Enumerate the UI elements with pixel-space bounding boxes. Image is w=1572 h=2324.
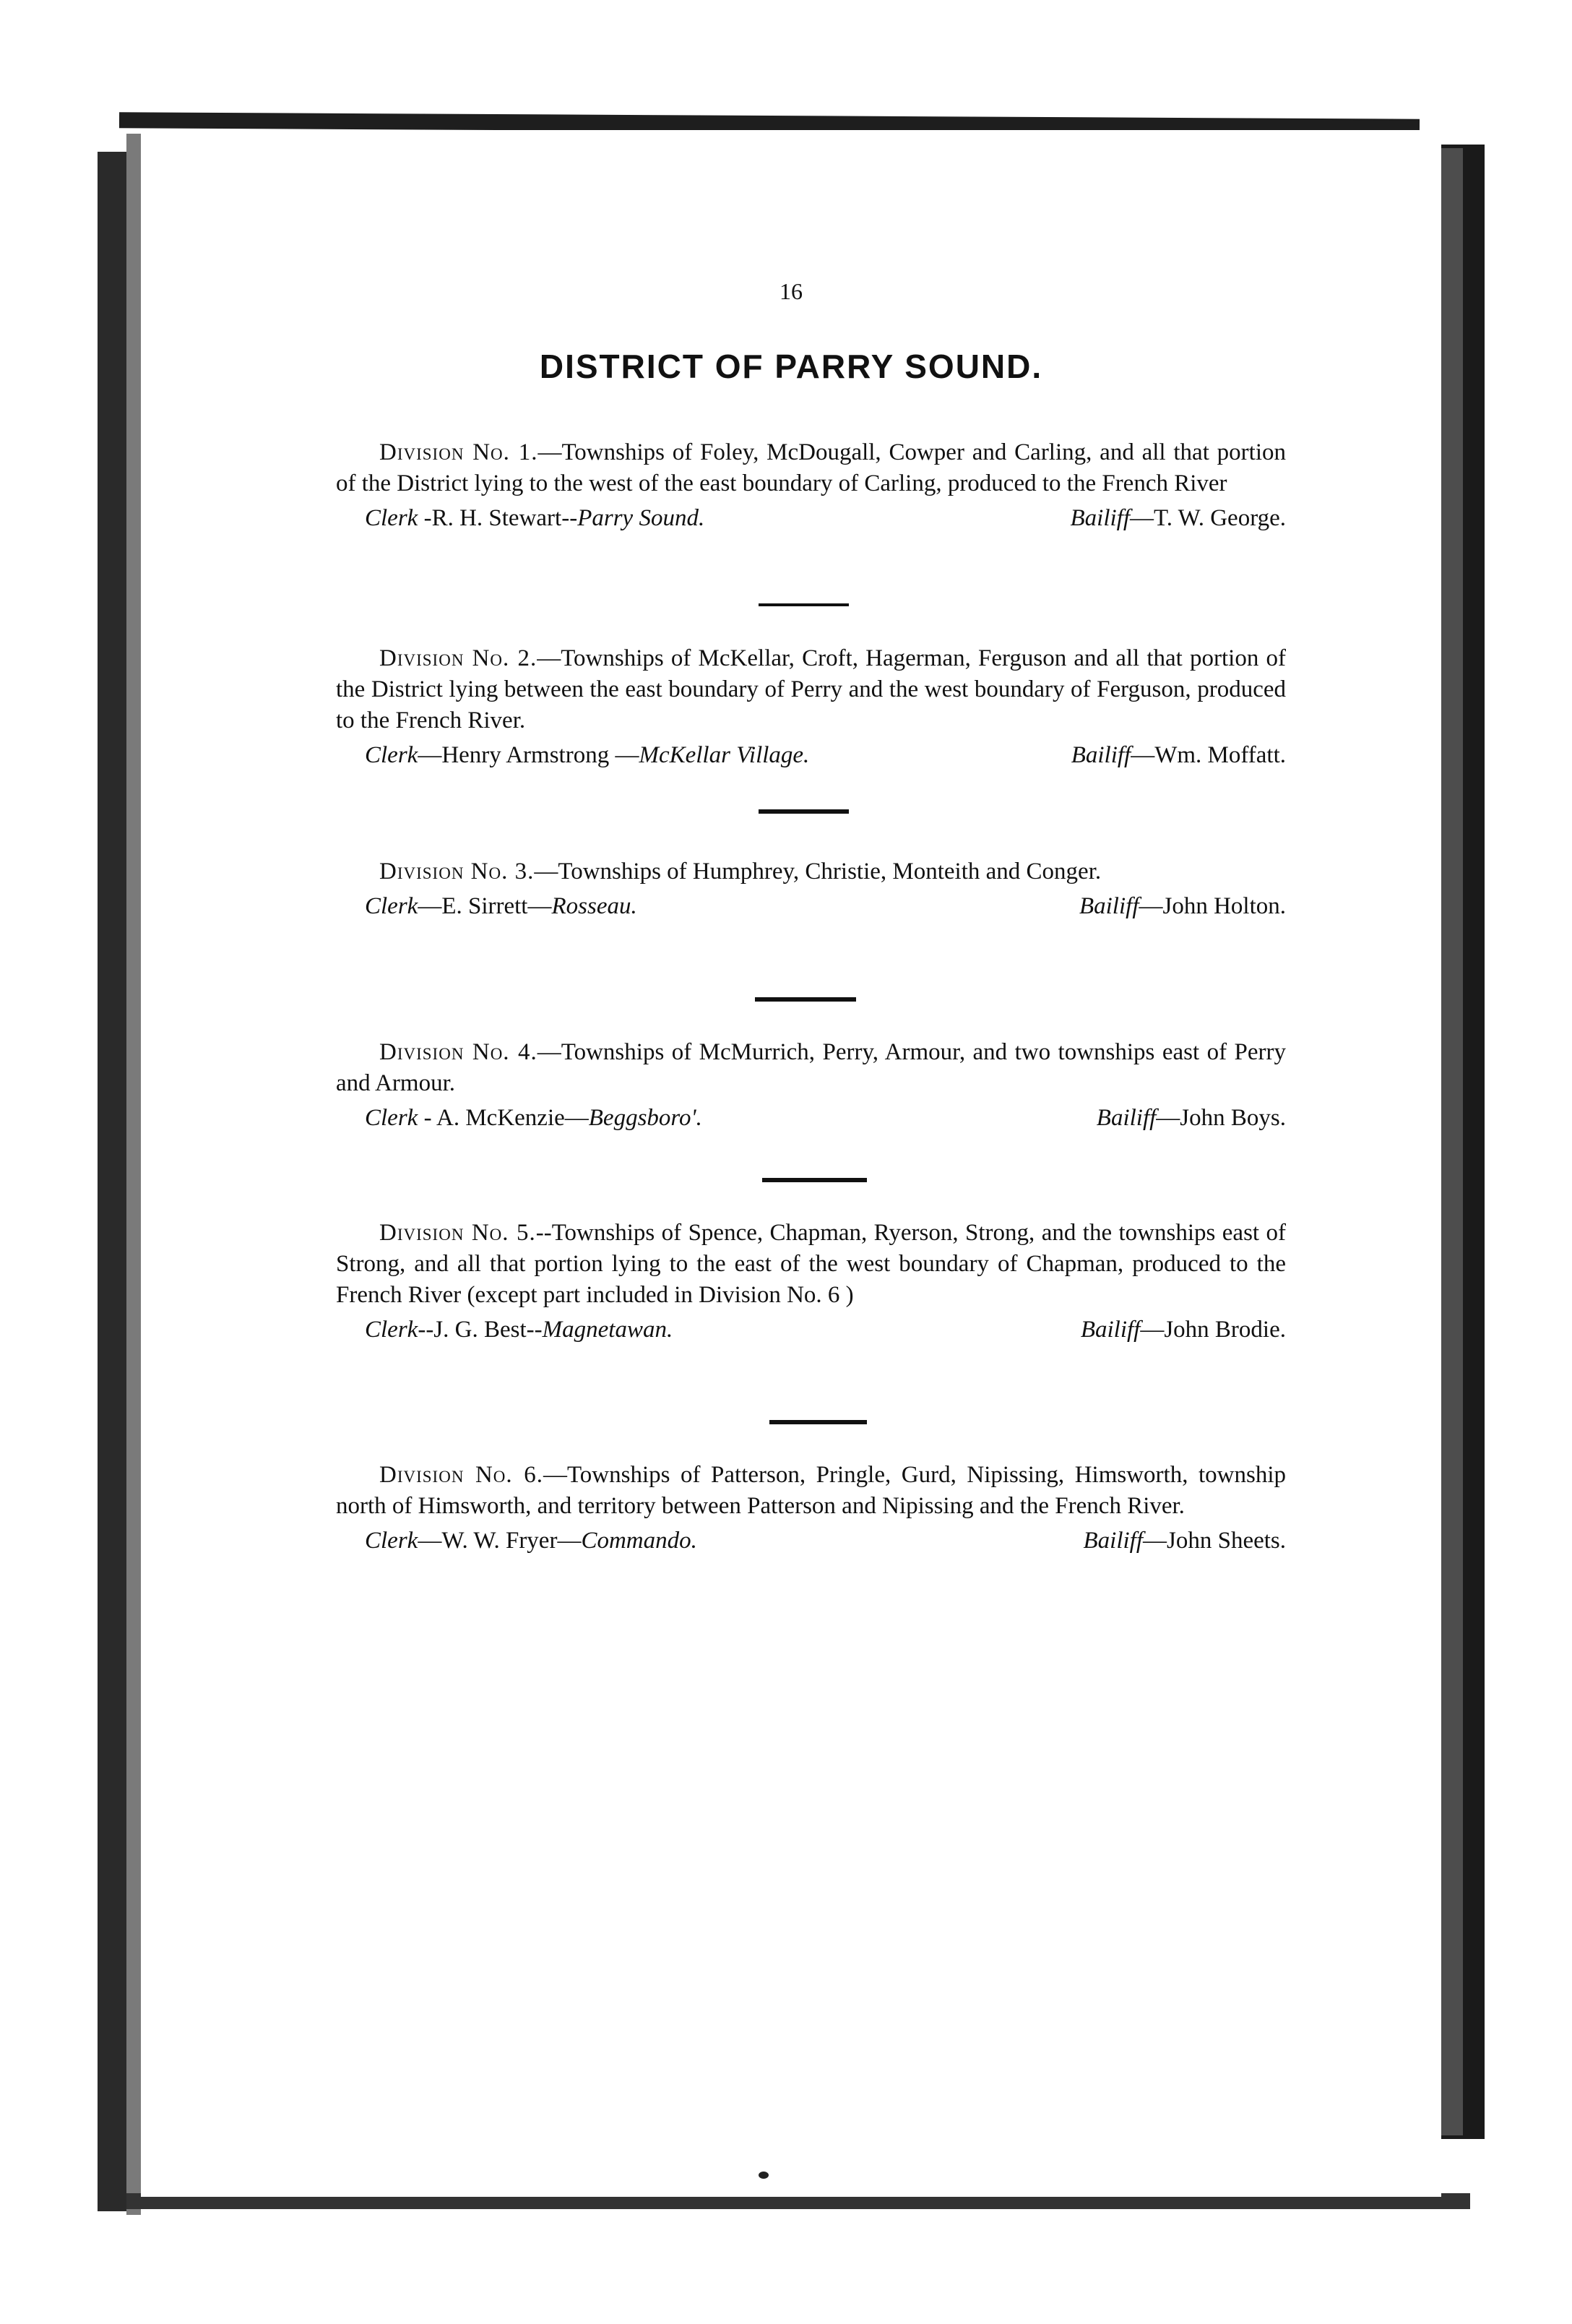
division-text: —Townships of McKellar, Croft, Hagerman, Ferguson and all that portion of the District lying between the east boundary of Perry and the west boundary of Ferguson, produced to the French River. (336, 645, 1286, 733)
division-text: --Townships of Spence, Chapman, Ryerson, Strong, and the townships east of Strong, and all that portion lying to the east of the west boundary of Chapman, produced to the French River (except part included in Division No. 6 ) (336, 1220, 1286, 1308)
division-description (336, 1460, 1286, 1522)
division-heading: Division No. 3. (379, 858, 535, 885)
book-left-edge-pages (126, 134, 141, 2215)
division-description (336, 856, 1286, 887)
clerk-label: Clerk (365, 505, 418, 531)
division-heading: Division No. 5. (379, 1220, 536, 1246)
division-description (336, 643, 1286, 736)
bailiff-label: Bailiff (1071, 742, 1131, 768)
division-5 (336, 1218, 1286, 1343)
section-divider (759, 603, 849, 606)
division-description (336, 437, 1286, 499)
bailiff-entry (1071, 742, 1286, 769)
division-officers (336, 505, 1286, 532)
clerk-place: Magnetawan. (542, 1317, 673, 1343)
division-heading: Division No. 6. (379, 1462, 543, 1488)
clerk-place: McKellar Village. (639, 742, 810, 768)
clerk-label: Clerk (365, 742, 418, 768)
clerk-name: --J. G. Best-- (418, 1317, 543, 1343)
section-divider (769, 1420, 867, 1424)
division-text: —Townships of Humphrey, Christie, Monteith and Conger. (534, 858, 1102, 885)
clerk-label: Clerk (365, 1317, 418, 1343)
bailiff-name: —John Brodie. (1140, 1317, 1286, 1343)
document-page (141, 130, 1441, 2197)
clerk-entry (365, 893, 637, 920)
division-officers (336, 1528, 1286, 1554)
clerk-label: Clerk (365, 893, 418, 919)
division-6 (336, 1460, 1286, 1554)
clerk-entry (365, 1528, 697, 1554)
division-2 (336, 643, 1286, 769)
division-officers (336, 893, 1286, 920)
division-heading: Division No. 4. (379, 1039, 537, 1065)
section-divider (759, 809, 849, 814)
clerk-place: Beggsboro'. (588, 1105, 702, 1131)
clerk-name: - A. McKenzie— (418, 1105, 589, 1131)
bailiff-label: Bailiff (1083, 1528, 1143, 1554)
clerk-name: —Henry Armstrong — (418, 742, 639, 768)
division-text: —Townships of Foley, McDougall, Cowper and Carling, and all that portion of the District lying to the west of the east boundary of Carling, produced to the French River (336, 439, 1286, 496)
section-divider (755, 997, 856, 1002)
bailiff-entry (1079, 893, 1286, 920)
bailiff-entry (1081, 1317, 1286, 1343)
division-heading: Division No. 1. (379, 439, 538, 465)
division-1 (336, 437, 1286, 532)
bailiff-name: —John Holton. (1139, 893, 1286, 919)
division-text: —Townships of McMurrich, Perry, Armour, and two townships east of Perry and Armour. (336, 1039, 1286, 1096)
clerk-entry (365, 742, 809, 769)
section-divider (762, 1178, 867, 1182)
bailiff-entry (1071, 505, 1287, 532)
clerk-entry (365, 1105, 702, 1132)
division-officers (336, 1105, 1286, 1132)
bailiff-label: Bailiff (1070, 505, 1130, 531)
clerk-label: Clerk (365, 1105, 418, 1131)
page-number: 16 (779, 278, 803, 304)
clerk-name: —W. W. Fryer— (418, 1528, 582, 1554)
division-4 (336, 1037, 1286, 1132)
bailiff-label: Bailiff (1079, 893, 1139, 919)
division-officers (336, 742, 1286, 769)
bailiff-name: —John Boys. (1156, 1105, 1286, 1131)
clerk-entry (365, 1317, 673, 1343)
bailiff-entry (1084, 1528, 1287, 1554)
division-officers (336, 1317, 1286, 1343)
bailiff-name: —John Sheets. (1143, 1528, 1286, 1554)
division-3 (336, 856, 1286, 920)
clerk-place: Parry Sound. (577, 505, 705, 531)
bailiff-entry (1097, 1105, 1286, 1132)
division-description (336, 1037, 1286, 1099)
clerk-place: Commando. (581, 1528, 697, 1554)
division-heading: Division No. 2. (379, 645, 537, 671)
ink-speck (759, 2172, 769, 2179)
page-title: DISTRICT OF PARRY SOUND. (539, 348, 1043, 385)
book-right-edge-pages (1441, 148, 1463, 2135)
bailiff-name: —T. W. George. (1130, 505, 1286, 531)
bailiff-label: Bailiff (1096, 1105, 1157, 1131)
division-description (336, 1218, 1286, 1311)
clerk-name: -R. H. Stewart-- (418, 505, 578, 531)
clerk-name: —E. Sirrett— (418, 893, 552, 919)
bailiff-label: Bailiff (1080, 1317, 1141, 1343)
clerk-entry (365, 505, 704, 532)
clerk-label: Clerk (365, 1528, 418, 1554)
bailiff-name: —Wm. Moffatt. (1131, 742, 1286, 768)
clerk-place: Rosseau. (551, 893, 637, 919)
division-text: —Townships of Patterson, Pringle, Gurd, Nipissing, Himsworth, township north of Himsworth, and territory between Patterson and Nipissing and the French River. (336, 1462, 1286, 1519)
